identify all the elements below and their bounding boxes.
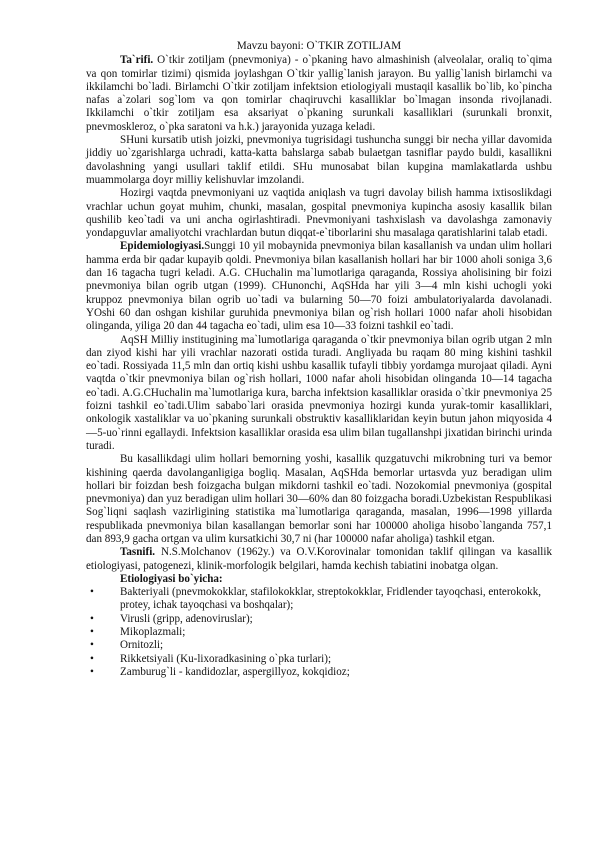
list-item (86, 653, 552, 666)
bullet-icon: • (90, 612, 94, 625)
paragraph-definition (86, 54, 552, 134)
list-item (86, 626, 552, 639)
etiology-heading-label: Etiologiyasi bo`yicha: (120, 572, 223, 585)
bullet-icon: • (90, 586, 94, 599)
paragraph-mortality: Bu kasallikdagi ulim hollari bemorning yoshi, kasallik quzgatuvchi mikrobning turi va bemor kishining qaerda davolanganligiga bogliq. Masalan, AqSHda bemorlar urtasvda yuz beradigan ulim hollari bir foizdan besh foizgacha bulgan mikdorni tashkil eo`tadi. Nozokomial pnevmoniya (gospital pnevmoniya) dan yuz beradigan ulim hollari 30—60% dan 80 foizgacha boradi.Uzbekistan Respublikasi Sog`liqni saqlash vazirligining statistika ma`lumotlariga qaraganda, masalan, 1996—1998 yillarda respublikada pnevmoniya bilan kasallangan bemorlar soni har 100000 aholiga hisobo`langanda 757,1 dan 893,9 gacha ortgan va ulim kursatkichi 30,7 ni (har 100000 nafar aholiga) tashkil etgan. (86, 453, 552, 545)
list-item-text: Zamburug`li - kandidozlar, aspergillyoz, kokqidioz; (120, 665, 350, 678)
etiology-list (86, 586, 552, 679)
paragraph-statistics: AqSH Milliy institugining ma`lumotlariga qaraganda o`tkir pnevmoniya bilan ogrib utgan 2 mln dan ziyod kishi har yili vrachlar nazorati ostida turadi. Angliyada bu raqam 80 ming kishini tashkil eo`tadi. Rossiyada 11,5 mln dan ortiq kishi ushbu kasallik tufayli tibbiy yordamga murojaat qiladi. Ayni vaqtda o`tkir pnevmoniya bilan og`rish hollari, 1000 nafar aholi hisobidan olinganda 10—14 tagacha eo`tadi. A.G.CHuchalin ma`lumotlariga kura, barcha infektsion kasalliklar orasida o`tkir pnevmoniya 25 foizni tashkil eo`tadi.Ulim sababo`lari orasida pnevmoniya hozirgi kunda yurak-tomir kasalliklari, onkologik xastaliklar va uo`pkaning surunkali obstruktiv kasalliklaridan keyin butun jahon miqyosida 4—5-uo`rinni egallaydi. Infektsion kasalliklar orasida esa ulim bilan tugallanshpi jixatidan birinchi urinda turadi. (86, 333, 552, 452)
paragraph-concept-change: SHuni kursatib utish joizki, pnevmoniya tugrisidagi tushuncha sunggi bir necha yillar davomida jiddiy uo`zgarishlarga uchradi, katta-katta bahslarga sabab bulaetgan tasniflar paydo buldi, kasallikni davolashning yangi usullari taklif etildi. SHu munosabat bilan kupgina mamlakatlarda ushbu muammolarga doyr milliy kelishuvlar imzolandi. (86, 134, 552, 186)
list-item (86, 639, 552, 652)
bullet-icon: • (90, 626, 94, 639)
paragraph-epidemiology (86, 240, 552, 333)
etiology-heading (86, 573, 552, 586)
definition-heading: Ta`rifi. (120, 54, 154, 67)
paragraph-classification (86, 546, 552, 573)
list-item (86, 666, 552, 679)
definition-text: O`tkir zotiljam (pnevmoniya) - o`pkaning havo almashinish (alveolalar, oraliq to`qima va qon tomirlar tizimi) qismida joylashgan O`tkir yallig`lanish jarayon. Bu yallig`lanish birlamchi va ikkilamchi bo`ladi. Birlamchi O`tkir zotiljam infektsion etiologiyali mustaqil kasallik bo`lib, ko`pincha nafas a`zolari sog`lom va qon tomirlar chaqiruvchi kasalliklar bo`lmagan insonda rivojlanadi. Ikkilamchi o`tkir zotiljam esa aksariyat o`pkaning surunkali kasalliklari (surunkali bronxit, pnevmoskleroz, o`pka saratoni va h.k.) jarayonida yuzaga keladi. (86, 54, 552, 133)
list-item-text: Mikoplazmali; (120, 626, 186, 639)
epidemiology-text: Sunggi 10 yil mobaynida pnevmoniya bilan kasallanish va undan ulim hollari hamma erda bir qadar kupayib qoldi. Pnevmoniya bilan kasallanish hollari har bir 1000 aholi soniga 3,6 dan 16 tagacha tugri keladi. A.G. CHuchalin ma`lumotlariga qaraganda, Rossiya aholisining bir foizi pnevmoniya bilan ogrib utgan (1999). CHunonchi, AqSHda har yili 3—4 mln kishi uchogli yoki kruppoz pnevmoniya bilan ogrib uo`tadi va bularning 50—70 foizi ambulatoriyalarda davolanadi. YOshi 60 dan oshgan kishilar guruhida pnevmoniya bilan og`rish hollari 1000 nafar aholi hisobidan olinganda, yiliga 20 dan 44 tagacha eo`tadi, ulim esa 10—33 foizni tashkil eo`tadi. (86, 240, 552, 333)
list-item-text: Virusli (gripp, adenoviruslar); (120, 612, 253, 625)
bullet-icon: • (90, 665, 94, 678)
paragraph-diagnosis-importance: Hozirgi vaqtda pnevmoniyani uz vaqtida aniqlash va tugri davolay bilish hamma ixtisoslikdagi vrachlar uchun goyat muhim, chunki, masalan, gospital pnevmoniya kupincha asosiy kasallik bilan qushilib keo`tadi va uni ancha ogirlashtiradi. Pnevmoniyani tashxislash va davolashga zamonaviy yondapguvlar amaliyotchi vrachlardan butun diqqat-e`tiborlarini shu masalaga qaratishlarini talab etadi. (86, 187, 552, 240)
classification-text: N.S.Molchanov (1962y.) va O.V.Korovinalar tomonidan taklif qilingan va kasallik etiologiyasi, patogenezi, klinik-morfologik belgilari, hamda kechish tabiatini inobatga olgan. (86, 546, 552, 572)
list-item (86, 586, 552, 613)
classification-heading: Tasnifi. (120, 546, 156, 559)
list-item-text: Ornitozli; (120, 639, 164, 652)
bullet-icon: • (90, 639, 94, 652)
list-item-text: Bakteriyali (pnevmokokklar, stafilokokklar, streptokokklar, Fridlender tayoqchasi, enterokokk, protey, ichak tayoqchasi va boshqalar); (120, 586, 542, 612)
list-item (86, 613, 552, 626)
epidemiology-heading: Epidemiologiyasi. (120, 240, 205, 253)
bullet-icon: • (90, 652, 94, 665)
page-title: Mavzu bayoni: O`TKIR ZOTILJAM (236, 40, 402, 52)
list-item-text: Rikketsiyali (Ku-lixoradkasining o`pka turlari); (120, 652, 332, 665)
